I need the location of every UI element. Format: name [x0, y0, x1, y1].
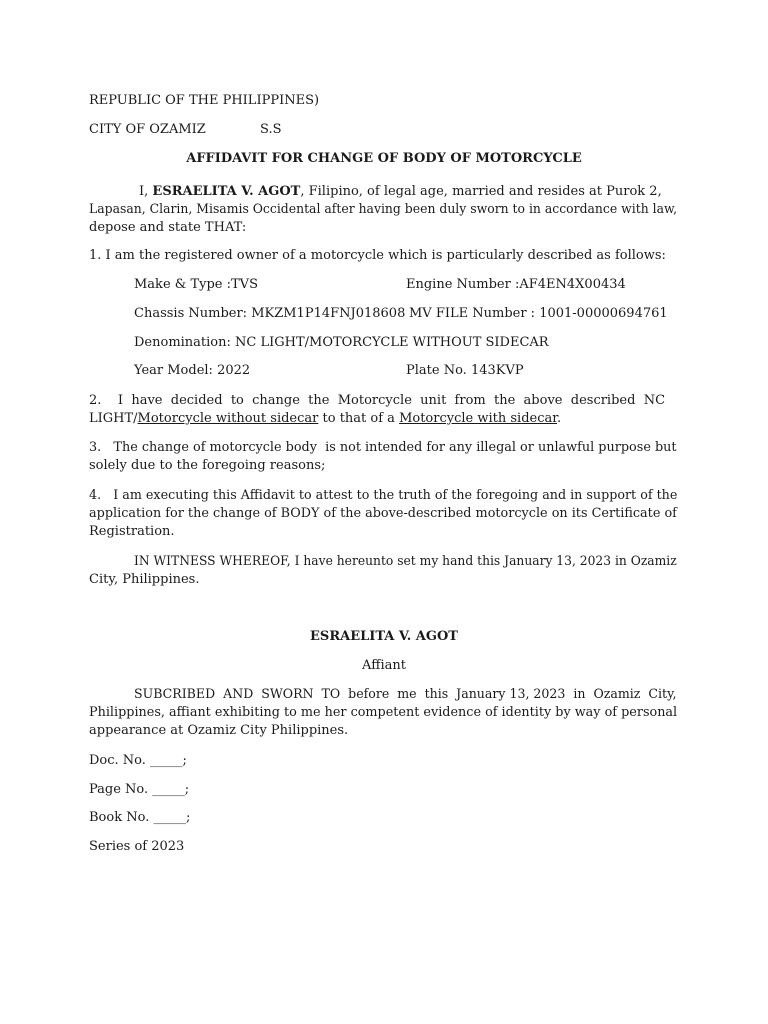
- witness-line-1: IN WITNESS WHEREOF, I have hereunto set my hand this January 13, 2023 in Ozamiz: [134, 554, 677, 569]
- year-model: Year Model: 2022: [134, 363, 251, 378]
- plate-number: Plate No. 143KVP: [406, 363, 524, 378]
- item-4-line-3: Registration.: [89, 524, 175, 539]
- item-2-light: LIGHT/: [89, 411, 138, 426]
- item-2-period: .: [557, 411, 562, 426]
- item-4-line-1: 4. I am executing this Affidavit to attest to the truth of the foregoing and in support of the: [89, 488, 678, 503]
- item-2-line-2: [89, 410, 561, 428]
- intro-line-2: Lapasan, Clarin, Misamis Occidental after having been duly sworn to in accordance with law,: [89, 202, 678, 217]
- book-number: Book No. _____;: [89, 810, 191, 825]
- republic-line: REPUBLIC OF THE PHILIPPINES): [89, 93, 320, 108]
- jurat-line-1: SUBCRIBED AND SWORN TO before me this January 13, 2023 in Ozamiz City,: [134, 687, 677, 702]
- affiant-signature-name: ESRAELITA V. AGOT: [310, 629, 458, 644]
- item-3-line-1: 3. The change of motorcycle body is not intended for any illegal or unlawful purpose but: [89, 440, 677, 455]
- item-3-line-2: solely due to the foregoing reasons;: [89, 458, 326, 473]
- document-title: AFFIDAVIT FOR CHANGE OF BODY OF MOTORCYCLE: [186, 151, 582, 166]
- item-2-connector: to that of a: [318, 411, 400, 426]
- ss-marker: S.S: [260, 122, 282, 137]
- engine-number: Engine Number :AF4EN4X00434: [406, 277, 626, 292]
- series-year: Series of 2023: [89, 839, 185, 854]
- chassis-number: Chassis Number: MKZM1P14FNJ018608: [134, 306, 406, 321]
- city-line: CITY OF OZAMIZ: [89, 122, 206, 137]
- witness-line-2: City, Philippines.: [89, 572, 200, 587]
- item-1: 1. I am the registered owner of a motorcycle which is particularly described as follows:: [89, 248, 666, 263]
- with-sidecar-text: Motorcycle with sidecar: [399, 411, 558, 426]
- intro-line-1-rest: , Filipino, of legal age, married and resides at Purok 2,: [300, 184, 662, 199]
- affiant-name-intro: ESRAELITA V. AGOT: [152, 184, 301, 199]
- make-type: Make & Type :TVS: [134, 277, 258, 292]
- item-2-line-1: 2. I have decided to change the Motorcycle unit from the above described NC: [89, 393, 666, 408]
- mv-file-number: MV FILE Number : 1001-00000694761: [409, 306, 668, 321]
- doc-number: Doc. No. _____;: [89, 753, 187, 768]
- intro-line-3: depose and state THAT:: [89, 220, 247, 235]
- jurat-line-3: appearance at Ozamiz City Philippines.: [89, 723, 349, 738]
- without-sidecar-text: Motorcycle without sidecar: [137, 411, 319, 426]
- denomination: Denomination: NC LIGHT/MOTORCYCLE WITHOUT SIDECAR: [134, 335, 549, 350]
- intro-line-1: [139, 183, 662, 201]
- affiant-label: Affiant: [362, 658, 406, 673]
- intro-prefix: I,: [139, 184, 153, 199]
- page-number: Page No. _____;: [89, 782, 190, 797]
- item-4-line-2: application for the change of BODY of the above-described motorcycle on its Certificate of: [89, 506, 677, 521]
- jurat-line-2: Philippines, affiant exhibiting to me her competent evidence of identity by way of personal: [89, 705, 678, 720]
